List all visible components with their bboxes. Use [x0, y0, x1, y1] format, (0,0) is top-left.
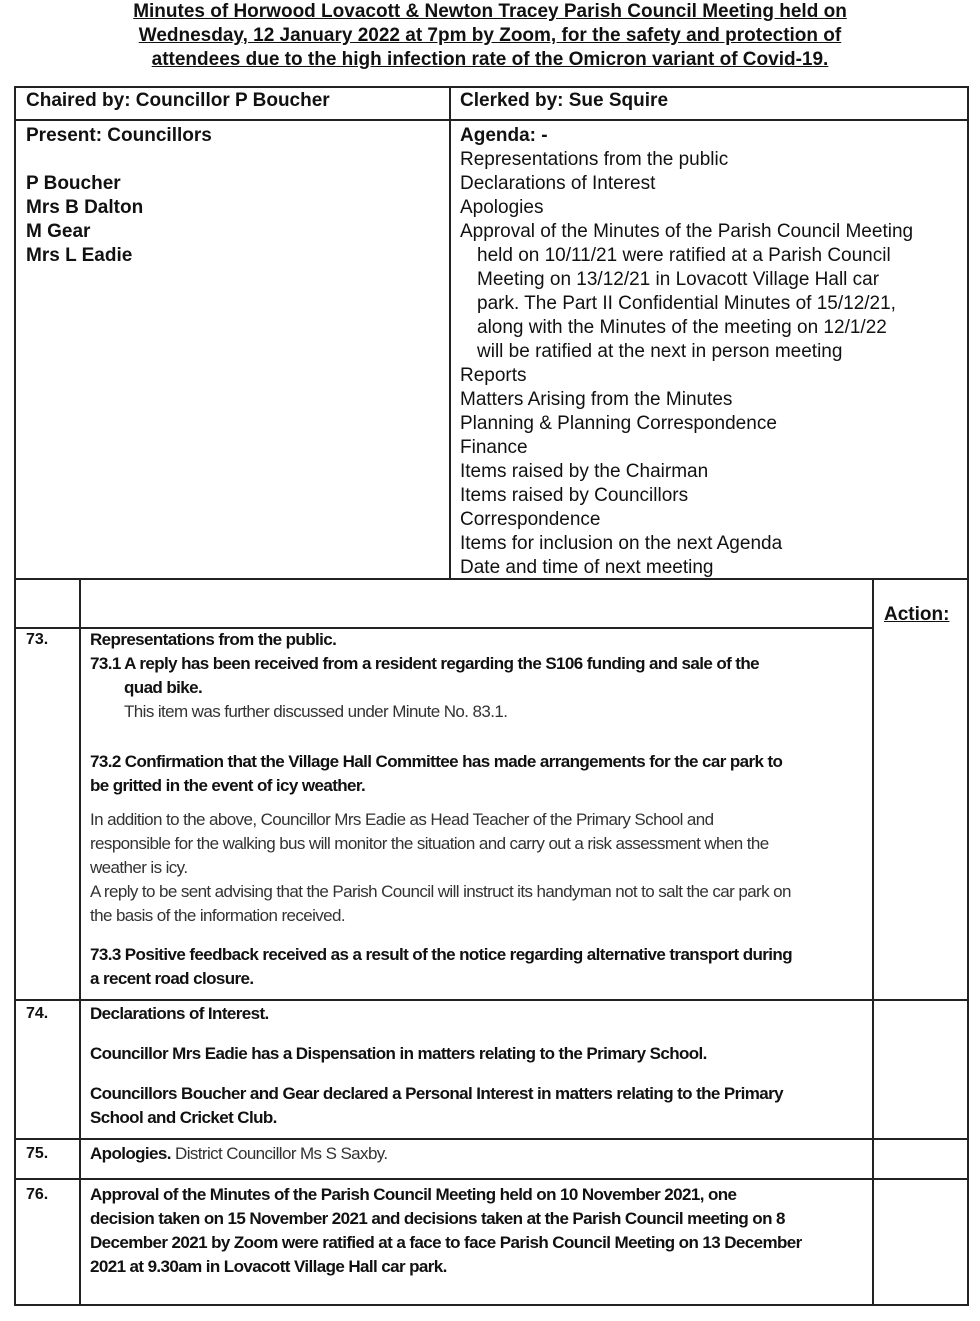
minutes-action-col-divider: [872, 578, 874, 1306]
minute-text: December 2021 by Zoom were ratified at a face to face Parish Council Meeting on 13 December: [90, 1233, 802, 1252]
minute-number: 76.: [26, 1186, 49, 1203]
minutes-row-divider: [14, 1138, 969, 1140]
agenda-item: Apologies: [460, 197, 544, 218]
minute-text: a recent road closure.: [90, 969, 254, 988]
agenda-item: Declarations of Interest: [460, 173, 656, 194]
agenda-item: held on 10/11/21 were ratified at a Parish Council: [477, 245, 891, 266]
agenda-section: [460, 124, 965, 580]
minute-text: Councillor Mrs Eadie has a Dispensation in matters relating to the Primary School.: [90, 1044, 707, 1063]
minutes-num-col-divider: [79, 578, 81, 1306]
agenda-label: Agenda: -: [460, 125, 548, 146]
agenda-item: Reports: [460, 365, 527, 386]
minute-heading: Apologies.: [90, 1144, 171, 1163]
agenda-item: park. The Part II Confidential Minutes of 15/12/21,: [477, 293, 896, 314]
agenda-item: Finance: [460, 437, 528, 458]
chaired-by: Chaired by: Councillor P Boucher: [26, 90, 330, 111]
title-line-2: Wednesday, 12 January 2022 at 7pm by Zoom, for the safety and protection of: [138, 25, 842, 46]
minute-text: responsible for the walking bus will monitor the situation and carry out a risk assessment when the: [90, 834, 769, 853]
minute-apologies: [90, 1142, 388, 1166]
minute-heading: Representations from the public.: [90, 630, 337, 649]
minute-text: A reply to be sent advising that the Parish Council will instruct its handyman not to salt the car park on: [90, 882, 791, 901]
present-name: Mrs L Eadie: [26, 245, 133, 266]
present-section: [26, 124, 212, 268]
agenda-item: Items raised by Councillors: [460, 485, 689, 506]
present-label: Present: Councillors: [26, 125, 212, 146]
agenda-item: Matters Arising from the Minutes: [460, 389, 733, 410]
title-line-3: attendees due to the high infection rate of the Omicron variant of Covid-19.: [151, 49, 829, 70]
minutes-row-divider: [14, 1178, 969, 1180]
clerked-by: Clerked by: Sue Squire: [460, 90, 669, 111]
minute-text: weather is icy.: [90, 858, 188, 877]
minute-text: 73.3 Positive feedback received as a result of the notice regarding alternative transport during: [90, 945, 792, 964]
minute-text: Councillors Boucher and Gear declared a Personal Interest in matters relating to the Primary: [90, 1084, 784, 1103]
minutes-row-divider: [14, 999, 969, 1001]
header-row-divider: [14, 119, 969, 121]
agenda-item: along with the Minutes of the meeting on 12/1/22: [477, 317, 887, 338]
minute-text: This item was further discussed under Minute No. 83.1.: [124, 702, 508, 721]
minute-text: quad bike.: [124, 678, 203, 697]
minute-text: decision taken on 15 November 2021 and decisions taken at the Parish Council meeting on 8: [90, 1209, 785, 1228]
minute-text: 2021 at 9.30am in Lovacott Village Hall car park.: [90, 1257, 447, 1276]
minute-text: Approval of the Minutes of the Parish Council Meeting held on 10 November 2021, one: [90, 1185, 737, 1204]
agenda-item: Meeting on 13/12/21 in Lovacott Village Hall car: [477, 269, 880, 290]
minute-heading: Declarations of Interest.: [90, 1004, 269, 1023]
agenda-item: Correspondence: [460, 509, 601, 530]
header-table-divider: [449, 86, 451, 580]
agenda-item: Planning & Planning Correspondence: [460, 413, 777, 434]
agenda-item: Date and time of next meeting: [460, 557, 714, 578]
present-name: Mrs B Dalton: [26, 197, 144, 218]
minute-text: In addition to the above, Councillor Mrs Eadie as Head Teacher of the Primary School and: [90, 810, 714, 829]
agenda-item: Items raised by the Chairman: [460, 461, 709, 482]
agenda-item: Items for inclusion on the next Agenda: [460, 533, 783, 554]
agenda-item: Approval of the Minutes of the Parish Council Meeting: [460, 221, 914, 242]
title-line-1: Minutes of Horwood Lovacott & Newton Tracey Parish Council Meeting held on: [133, 1, 847, 22]
minute-number: 73.: [26, 631, 49, 648]
present-name: M Gear: [26, 221, 91, 242]
agenda-item: Representations from the public: [460, 149, 729, 170]
minute-text: 73.1 A reply has been received from a resident regarding the S106 funding and sale of the: [90, 654, 760, 673]
minute-text: School and Cricket Club.: [90, 1108, 277, 1127]
minute-text: the basis of the information received.: [90, 906, 346, 925]
action-header: Action:: [884, 604, 950, 625]
present-name: P Boucher: [26, 173, 121, 194]
minute-text: District Councillor Ms S Saxby.: [170, 1144, 388, 1163]
minute-number: 75.: [26, 1145, 49, 1162]
document-title: [0, 0, 980, 72]
minute-text: be gritted in the event of icy weather.: [90, 776, 366, 795]
minute-number: 74.: [26, 1005, 49, 1022]
minute-text: 73.2 Confirmation that the Village Hall Committee has made arrangements for the car park to: [90, 752, 783, 771]
agenda-list: [460, 148, 965, 580]
agenda-item: will be ratified at the next in person meeting: [477, 341, 843, 362]
